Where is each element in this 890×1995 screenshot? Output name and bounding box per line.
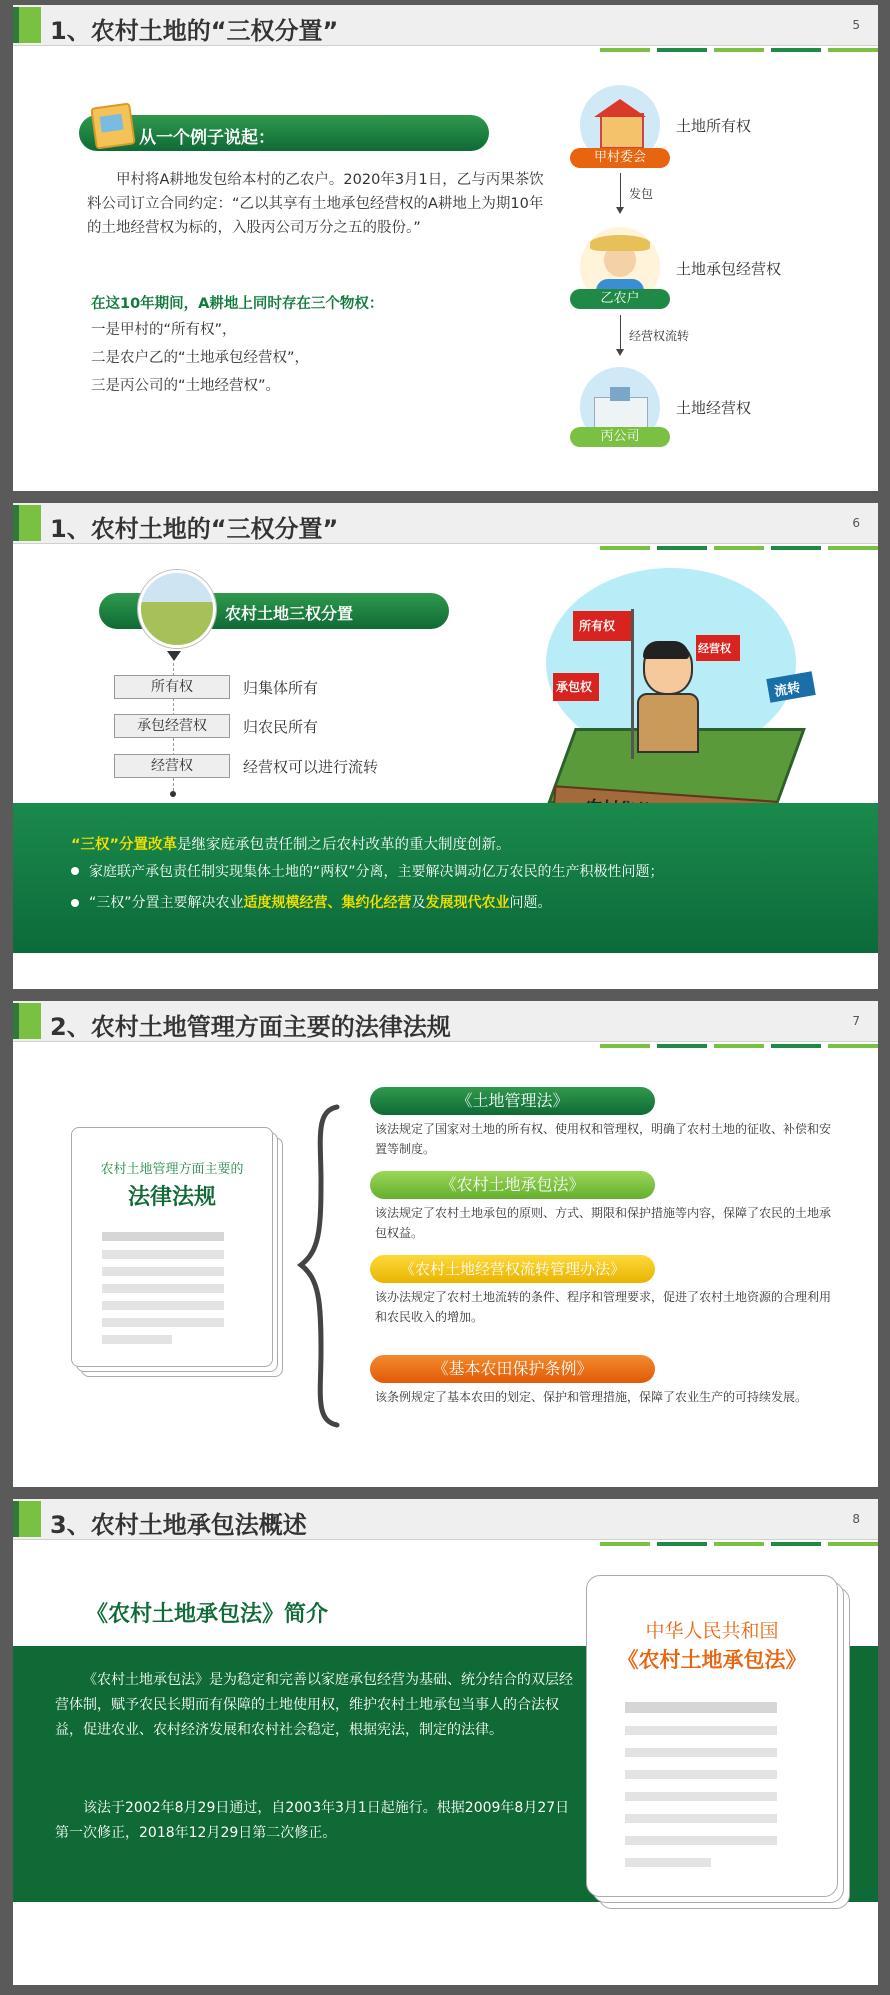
slide-3 <box>13 1001 878 1487</box>
intro-heading: 《农村土地承包法》简介 <box>86 1602 329 1627</box>
intro-para-1: 《农村土地承包法》是为稳定和完善以家庭承包经营为基础、统分结合的双层经营体制，赋予农民长期而有保障的土地使用权，维护农村土地承包当事人的合法权益，促进农业、农村经济发展和农村社会稳定，根据宪法，制定的法律。 <box>55 1672 573 1738</box>
doc-line <box>625 1702 777 1713</box>
right-line-1: 一是甲村的“所有权”， <box>91 322 237 338</box>
arrow-label-contract: 发包 <box>629 187 654 201</box>
doc-line <box>102 1232 224 1241</box>
header-stripes <box>600 1044 878 1048</box>
label-contract-right: 土地承包经营权 <box>676 260 782 278</box>
slide-header <box>13 1001 878 1042</box>
law-desc-1: 该法规定了国家对土地的所有权、使用权和管理权，明确了农村土地的征收、补偿和安置等制度。 <box>375 1122 832 1156</box>
right-line-2: 二是农户乙的“土地承包经营权”， <box>91 350 310 366</box>
law-desc-4: 该条例规定了基本农田的划定、保护和管理措施，保障了农业生产的可持续发展。 <box>375 1390 808 1404</box>
law-pill-4: 《基本农田保护条例》 <box>370 1355 655 1383</box>
flag-operation-text: 经营权 <box>698 642 731 655</box>
law-pill-2: 《农村土地承包法》 <box>370 1171 655 1199</box>
arrow-head-1 <box>616 207 624 214</box>
bullet-2-hl1: 适度规模经营、集约化经营 <box>243 895 412 911</box>
header-accent <box>13 1003 41 1039</box>
page-number: 5 <box>852 18 860 32</box>
box-operation: 经营权 <box>114 754 230 778</box>
law-desc-3: 该办法规定了农村土地流转的条件、程序和管理要求，促进了农村土地资源的合理利用和农民收入的增加。 <box>375 1290 832 1324</box>
header-stripes <box>600 1542 878 1546</box>
header-stripes <box>600 48 878 52</box>
example-label: 从一个例子说起： <box>139 128 275 148</box>
doc-line <box>625 1748 777 1757</box>
flag-operation <box>696 635 740 661</box>
doc-line <box>102 1318 224 1327</box>
bullet-1: 家庭联产承包责任制实现集体土地的“两权”分离，主要解决调动亿万农民的生产积极性问题； <box>89 864 664 880</box>
example-pill <box>79 115 489 151</box>
flag-pole-1 <box>631 609 634 759</box>
row-text-contract: 归农民所有 <box>243 718 319 736</box>
slide-1 <box>13 5 878 491</box>
intro-para-2: 该法于2002年8月29日通过，自2003年3月1日起施行。根据2009年8月27日第一次修正，2018年12月29日第二次修正。 <box>55 1800 570 1841</box>
doc-line <box>625 1814 777 1823</box>
doc-title: 法律法规 <box>127 1185 216 1210</box>
arrow-head-2 <box>616 349 624 356</box>
slide-2 <box>13 503 878 989</box>
header-accent <box>13 505 41 541</box>
box-contract: 承包经营权 <box>114 714 230 738</box>
doc-caption: 农村土地管理方面主要的 <box>100 1162 244 1177</box>
law-desc-2: 该法规定了农村土地承包的原则、方式、期限和保护措施等内容，保障了农民的土地承包权益。 <box>375 1206 832 1240</box>
slide-header <box>13 5 878 46</box>
arrow-label-transfer: 经营权流转 <box>629 329 690 343</box>
bullet-2-a: “三权”分置主要解决农业 <box>89 895 244 911</box>
slide-title: 1、农村土地的“三权分置” <box>50 515 339 543</box>
curly-brace <box>293 1101 343 1431</box>
field-photo <box>138 570 216 648</box>
tag-company: 丙公司 <box>570 427 670 447</box>
band-lead-rest: 是继家庭承包责任制之后农村改革的重大制度创新。 <box>177 837 511 853</box>
bullet-2-hl2: 发展现代农业 <box>425 895 510 911</box>
slide-header <box>13 503 878 544</box>
bullet-dot-1 <box>71 867 79 875</box>
row-text-operation: 经营权可以进行流转 <box>243 758 379 776</box>
highlight-line: 在这10年期间，A耕地上同时存在三个物权： <box>91 296 384 312</box>
flag-contract <box>553 673 599 701</box>
bullet-2-b: 及 <box>411 895 426 911</box>
slide-header <box>13 1499 878 1540</box>
label-operation-right: 土地经营权 <box>676 399 752 417</box>
doc-line <box>102 1335 172 1344</box>
right-line-3: 三是丙公司的“土地经营权”。 <box>91 378 281 394</box>
pill-label: 农村土地三权分置 <box>225 604 354 623</box>
bullet-dot-2 <box>71 899 79 907</box>
book-icon <box>90 102 135 149</box>
doc-line <box>625 1858 711 1867</box>
doc-line <box>102 1284 224 1293</box>
farmer-figure <box>637 641 695 751</box>
doc-line <box>625 1836 777 1845</box>
slide-title: 2、农村土地管理方面主要的法律法规 <box>50 1013 451 1041</box>
law-pill-3: 《农村土地经营权流转管理办法》 <box>370 1255 655 1283</box>
flag-ownership <box>573 611 633 641</box>
box-ownership: 所有权 <box>114 675 230 699</box>
doc-line-1: 中华人民共和国 <box>645 1620 779 1642</box>
page-number: 7 <box>852 1014 860 1028</box>
doc-line-2: 《农村土地承包法》 <box>617 1648 807 1672</box>
flag-contract-text: 承包权 <box>556 680 593 694</box>
bullet-2 <box>89 892 552 912</box>
page-number: 6 <box>852 516 860 530</box>
laws-document <box>71 1127 273 1367</box>
flow-sign-text: 流转 <box>773 680 802 700</box>
tag-farmer: 乙农户 <box>570 289 670 309</box>
down-triangle <box>167 651 181 661</box>
band-lead <box>71 833 511 854</box>
tag-village: 甲村委会 <box>570 148 670 168</box>
connector-dot <box>170 791 176 797</box>
arrow-down-2 <box>620 315 621 353</box>
doc-line <box>102 1250 224 1259</box>
law-pill-1: 《土地管理法》 <box>370 1087 655 1115</box>
law-document <box>586 1575 838 1897</box>
arrow-down-1 <box>620 173 621 211</box>
green-band <box>13 803 878 953</box>
slide-4 <box>13 1499 878 1985</box>
example-paragraph: 甲村将A耕地发包给本村的乙农户。2020年3月1日，乙与丙果茶饮料公司订立合同约定：“乙以其享有土地承包经营权的A耕地上为期10年的土地经营权为标的，入股丙公司万分之五的股份。” <box>87 172 544 236</box>
header-accent <box>13 7 41 43</box>
doc-line <box>102 1301 224 1310</box>
row-text-ownership: 归集体所有 <box>243 679 319 697</box>
band-lead-highlight: “三权”分置改革 <box>71 837 178 853</box>
doc-line <box>102 1267 224 1276</box>
doc-line <box>625 1726 777 1735</box>
header-accent <box>13 1501 41 1537</box>
label-ownership: 土地所有权 <box>676 117 752 135</box>
slide-title: 3、农村土地承包法概述 <box>50 1511 307 1539</box>
doc-line <box>625 1792 777 1801</box>
header-stripes <box>600 546 878 550</box>
page-number: 8 <box>852 1512 860 1526</box>
flag-ownership-text: 所有权 <box>579 619 616 633</box>
slide-title: 1、农村土地的“三权分置” <box>50 17 339 45</box>
bullet-2-c: 问题。 <box>509 895 552 911</box>
doc-line <box>625 1770 777 1779</box>
